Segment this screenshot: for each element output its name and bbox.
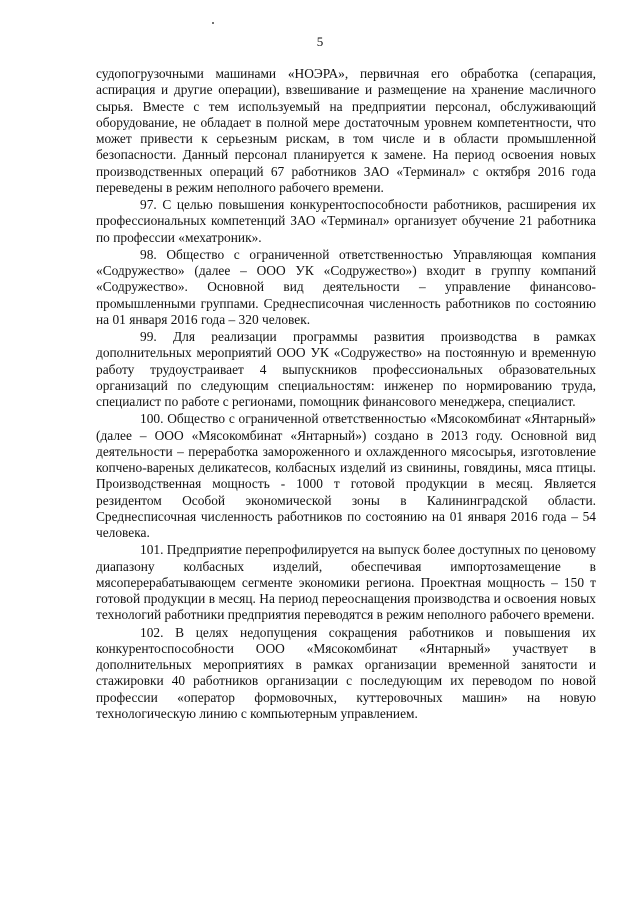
paragraph-101: 101. Предприятие перепрофилируется на выпуск более доступных по ценовому диапазону колбасных изделий, обеспечивая импортозамещение в мясоперерабатывающем сегменте экономики региона. Проектная мощность – 150 т готовой продукции в месяц. На период переоснащения производства и освоения новых технологий работники предприятия переводятся в режим неполного рабочего времени. [96,542,596,623]
paragraph-99: 99. Для реализации программы развития производства в рамках дополнительных мероприятий ООО УК «Содружество» на постоянную и временную работу трудоустраивает 4 выпускников профессиональных образовательных организаций по следующим специальностям: инженер по нормированию труда, специалист по работе с регионами, помощник финансового менеджера, специалист. [96,329,596,409]
scan-speck [212,22,214,24]
paragraph-100: 100. Общество с ограниченной ответственностью «Мясокомбинат «Янтарный» (далее – ООО «Мясокомбинат «Янтарный») создано в 2013 году. Основной вид деятельности – переработка замороженного и охлажденного мясосырья, изготовление копчено-вареных деликатесов, колбасных изделий из свинины, говядины, мяса птицы. Производственная мощность - 1000 т готовой продукции в месяц. Является резидентом Особой экономической зоны в Калининградской области. Среднесписочная численность работников по состоянию на 01 января 2016 года – 54 человека. [96,411,596,540]
paragraph-continuation: судопогрузочными машинами «НОЭРА», первичная его обработка (сепарация, аспирация и другие операции), взвешивание и размещение на хранение масличного сырья. Вместе с тем используемый на предприятии персонал, обслуживающий оборудование, не обладает в полной мере достаточным уровнем компетентности, что может привести к серьезным рискам, в том числе и в области промышленной безопасности. Данный персонал планируется к замене. На период освоения новых производственных операций 67 работников ЗАО «Терминал» с октября 2016 года переведены в режим неполного рабочего времени. [96,66,596,195]
paragraph-102: 102. В целях недопущения сокращения работников и повышения их конкурентоспособности ООО «Мясокомбинат «Янтарный» участвует в дополнительных мероприятиях в рамках организации временной занятости и стажировки 40 работников организации с последующим их переводом по новой профессии «оператор формовочных, куттеровочных машин» на новую технологическую линию с компьютерным управлением. [96,624,596,721]
document-body [96,66,596,722]
paragraph-98: 98. Общество с ограниченной ответственностью Управляющая компания «Содружество» (далее – ООО УК «Содружество») входит в группу компаний «Содружество». Основной вид деятельности – управление финансово-промышленными группами. Среднесписочная численность работников по состоянию на 01 января 2016 года – 320 человек. [96,246,596,327]
page-number: 5 [316,34,324,49]
paragraph-97: 97. С целью повышения конкурентоспособности работников, расширения их профессиональных компетенций ЗАО «Терминал» организует обучение 21 работника по профессии «мехатроник». [96,197,596,245]
